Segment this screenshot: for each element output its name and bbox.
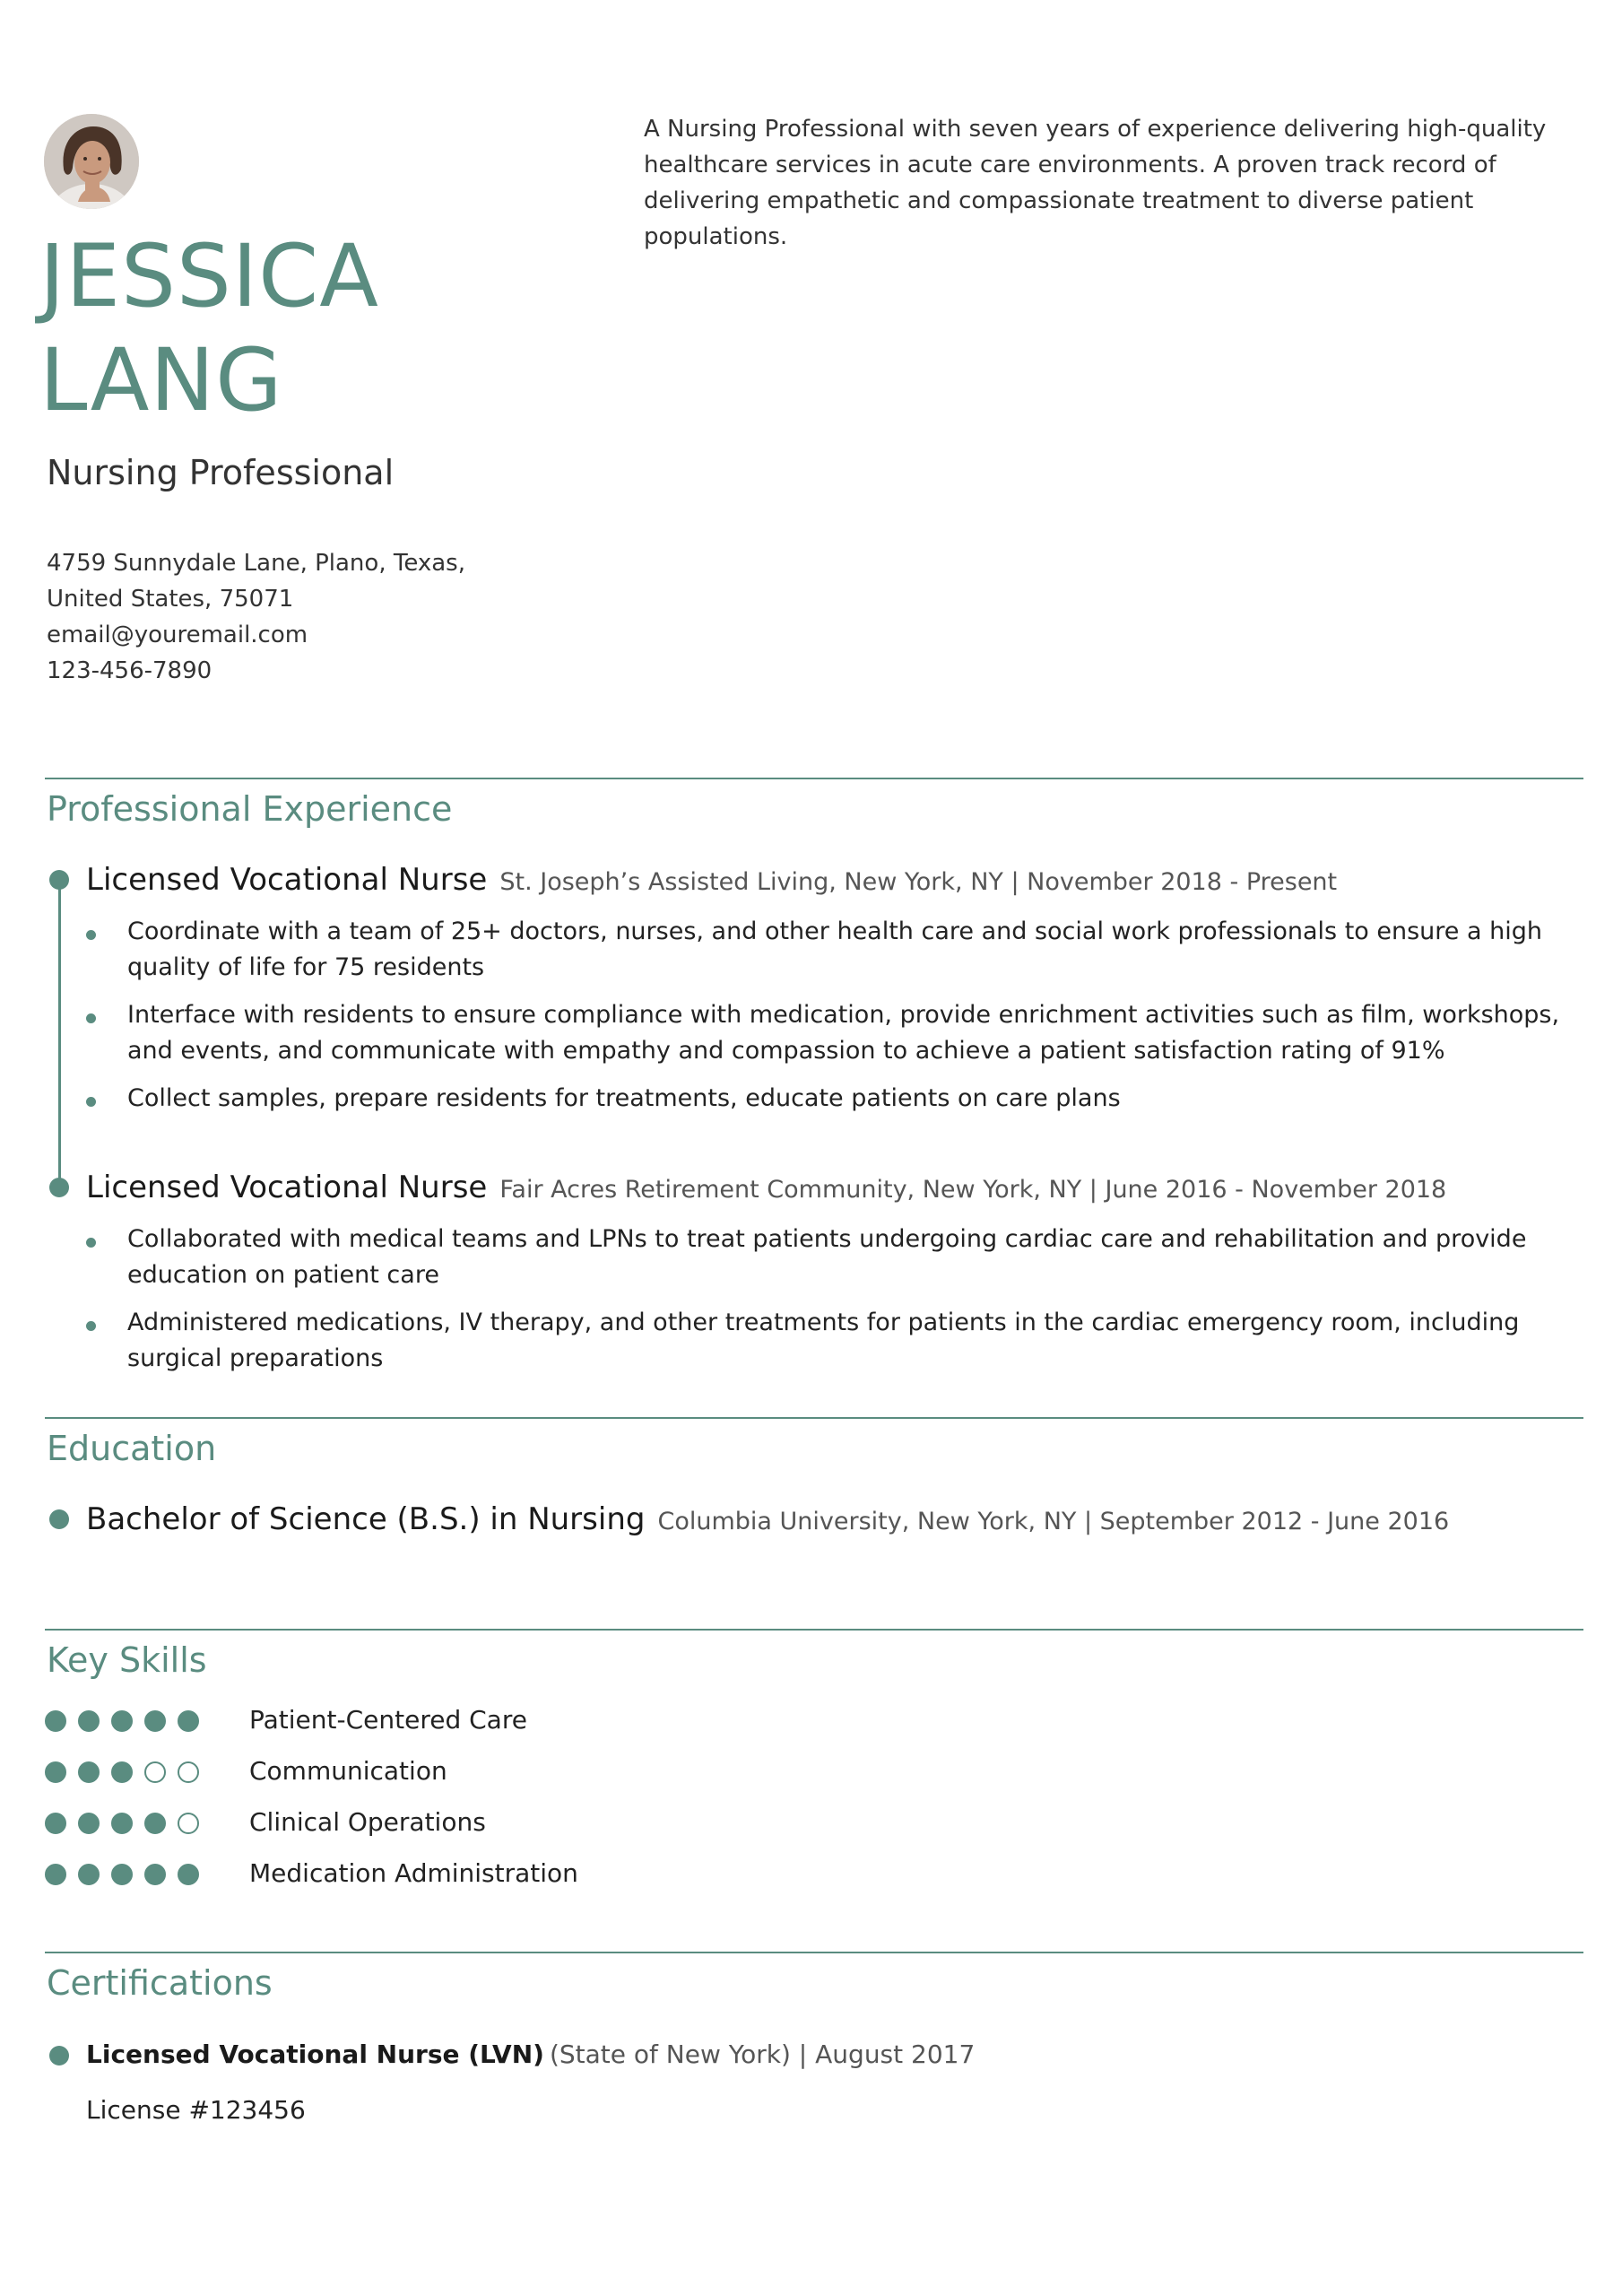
list-item bbox=[86, 1081, 1592, 1117]
bullet-text: Collaborated with medical teams and LPNs to treat patients undergoing cardiac care and rehabilitation and provide education on patient care bbox=[127, 1225, 1527, 1289]
timeline-line bbox=[58, 888, 61, 1186]
section-title-skills: Key Skills bbox=[47, 1640, 207, 1680]
section-divider bbox=[45, 1952, 1583, 1953]
skill-row bbox=[45, 1705, 672, 1735]
bullet-icon bbox=[86, 1321, 96, 1331]
education-meta: Columbia University, New York, NY | September 2012 - June 2016 bbox=[657, 1508, 1450, 1535]
first-name: JESSICA bbox=[39, 226, 379, 326]
section-divider bbox=[45, 778, 1583, 779]
candidate-name bbox=[39, 224, 379, 432]
certification-name: Licensed Vocational Nurse (LVN) bbox=[86, 2039, 544, 2069]
skill-row bbox=[45, 1807, 672, 1837]
education-entry-header bbox=[86, 1499, 1449, 1543]
certification-license: License #123456 bbox=[86, 2095, 306, 2125]
rating-dot-filled bbox=[45, 1864, 66, 1885]
rating-dot-filled bbox=[78, 1813, 100, 1834]
avatar-photo bbox=[44, 114, 139, 209]
rating-dot-filled bbox=[111, 1813, 133, 1834]
last-name: LANG bbox=[39, 330, 283, 430]
skill-name: Medication Administration bbox=[249, 1858, 578, 1888]
rating-dot-filled bbox=[78, 1710, 100, 1732]
experience-meta: St. Joseph’s Assisted Living, New York, NY | November 2018 - Present bbox=[499, 868, 1338, 896]
experience-entry-header bbox=[86, 1167, 1446, 1211]
avatar bbox=[44, 114, 139, 209]
bullet-icon bbox=[86, 930, 96, 940]
rating-dot-filled bbox=[45, 1813, 66, 1834]
certification-dot bbox=[49, 2046, 69, 2066]
rating-dot-empty bbox=[178, 1761, 199, 1783]
skill-row bbox=[45, 1756, 672, 1786]
skill-name: Patient-Centered Care bbox=[249, 1705, 527, 1735]
bullet-text: Collect samples, prepare residents for treatments, educate patients on care plans bbox=[127, 1084, 1121, 1112]
list-item bbox=[86, 1305, 1592, 1377]
bullet-icon bbox=[86, 1238, 96, 1248]
certification-header bbox=[86, 2035, 975, 2074]
section-divider bbox=[45, 1417, 1583, 1419]
bullet-text: Administered medications, IV therapy, and other treatments for patients in the cardiac emergency room, including surgical preparations bbox=[127, 1309, 1520, 1372]
rating-dot-empty bbox=[144, 1761, 166, 1783]
rating-dot-filled bbox=[111, 1710, 133, 1732]
rating-dot-filled bbox=[78, 1761, 100, 1783]
rating-dot-filled bbox=[144, 1710, 166, 1732]
list-item bbox=[86, 997, 1592, 1069]
rating-dot-filled bbox=[111, 1864, 133, 1885]
phone: 123-456-7890 bbox=[47, 657, 213, 684]
section-title-certifications: Certifications bbox=[47, 1963, 273, 2003]
bullet-icon bbox=[86, 1097, 96, 1107]
section-title-education: Education bbox=[47, 1429, 217, 1468]
bullet-text: Coordinate with a team of 25+ doctors, nurses, and other health care and social work professionals to ensure a high quality of life for 75 residents bbox=[127, 918, 1542, 981]
rating-dot-filled bbox=[111, 1761, 133, 1783]
rating-dot-empty bbox=[178, 1813, 199, 1834]
address: 4759 Sunnydale Lane, Plano, Texas, United States, 75071 bbox=[47, 550, 465, 613]
section-divider bbox=[45, 1629, 1583, 1631]
education-dot bbox=[49, 1509, 69, 1529]
rating-dot-filled bbox=[178, 1710, 199, 1732]
list-item bbox=[86, 914, 1592, 986]
job-title: Nursing Professional bbox=[47, 453, 395, 492]
bullet-text: Interface with residents to ensure compliance with medication, provide enrichment activities such as film, workshops, and events, and communicate with empathy and compassion to achieve a patient satisfaction rating of 91% bbox=[127, 1001, 1560, 1065]
experience-bullets bbox=[86, 1222, 1592, 1388]
experience-role: Licensed Vocational Nurse bbox=[86, 862, 488, 898]
profile-summary: A Nursing Professional with seven years of experience delivering high-quality healthcare services in acute care environments. A proven track record of delivering empathetic and compassionate treatment to diverse patient populations. bbox=[644, 116, 1547, 250]
timeline-dot bbox=[49, 870, 69, 890]
rating-dot-filled bbox=[178, 1864, 199, 1885]
email: email@youremail.com bbox=[47, 622, 308, 648]
rating-dot-filled bbox=[45, 1710, 66, 1732]
section-title-experience: Professional Experience bbox=[47, 789, 453, 829]
skill-row bbox=[45, 1858, 672, 1888]
rating-dot-filled bbox=[144, 1864, 166, 1885]
experience-meta: Fair Acres Retirement Community, New York, NY | June 2016 - November 2018 bbox=[499, 1176, 1447, 1204]
list-item bbox=[86, 1222, 1592, 1293]
experience-entry-header bbox=[86, 859, 1337, 903]
skill-name: Communication bbox=[249, 1756, 447, 1786]
timeline-dot bbox=[49, 1178, 69, 1197]
rating-dot-filled bbox=[144, 1813, 166, 1834]
bullet-icon bbox=[86, 1013, 96, 1023]
education-degree: Bachelor of Science (B.S.) in Nursing bbox=[86, 1501, 646, 1537]
skill-name: Clinical Operations bbox=[249, 1807, 486, 1837]
rating-dot-filled bbox=[78, 1864, 100, 1885]
contact-info bbox=[47, 545, 549, 689]
rating-dot-filled bbox=[45, 1761, 66, 1783]
certification-meta: (State of New York) | August 2017 bbox=[549, 2039, 976, 2069]
experience-role: Licensed Vocational Nurse bbox=[86, 1170, 488, 1205]
experience-bullets bbox=[86, 914, 1592, 1128]
